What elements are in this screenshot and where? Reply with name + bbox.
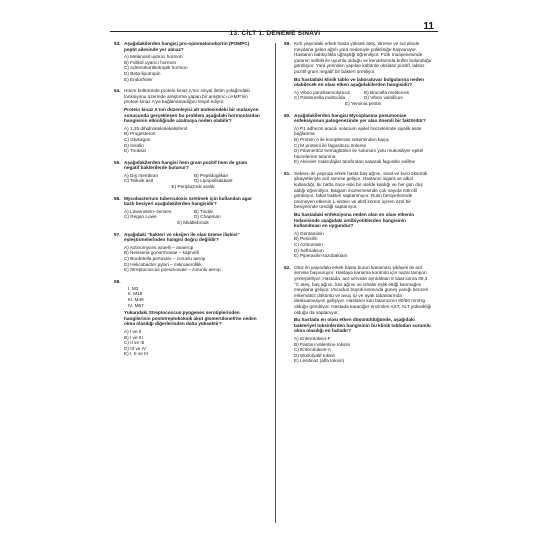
question-number: 60. — [284, 112, 291, 118]
question-58 — [114, 279, 262, 357]
option-c[interactable]: C) Enterotoksin-A — [294, 347, 331, 353]
option-a[interactable]: A) P1 adhezin aracılı solunum epitel hücrelerinde siyalik asite bağlanma — [294, 125, 422, 137]
option-d[interactable]: D) Filamentöz hemaglütinin ile solunum yolu mukosiliyer epitel hücrelerine tutunma — [294, 148, 424, 159]
option-e[interactable]: E) I, II ve III — [124, 351, 148, 357]
option-c[interactable]: C) Regan Lowe — [124, 214, 157, 220]
option-b[interactable]: B) Neisseria gonorrhoeae – kapnofil — [124, 250, 199, 256]
question-text: Seksen iki yaşında erkek hasta baş ağrısı, sinat ve kuru öksürük şikayetleriyle acil servise geliyor. Hastanın sigara ve alkol kullandığı, bir hafta önce eski bir otelde kaldığı ve her gün duş aldığı öğreniliyor. Balgam incelemesinde çok sayıda nötrofil görülüyor, fakat bakteri saptanmıyor. Rutin besiyerlerinde üremeyen etkenin L-sistein ve aktif kömür içeren özel bir besiyerinde ürediği saptanıyor. — [294, 170, 428, 210]
option-b[interactable]: B) Peptidoglikan — [194, 172, 229, 178]
option-a[interactable]: A) Gentamisin — [294, 230, 324, 236]
option-a[interactable]: A) Löwenstein–Jensen — [124, 208, 172, 214]
question-56 — [114, 196, 262, 226]
question-stem: Aşağıdakilerden hangisi pro-opiomelanokortin (POMPC) peptit ailesinde yer almaz? — [124, 41, 250, 52]
question-number: 58. — [114, 278, 121, 284]
roman-list — [124, 286, 262, 308]
question-number: 62. — [284, 264, 291, 270]
option-e[interactable]: E) Periplazmik aralık — [171, 184, 215, 190]
option-d[interactable]: D) Eksfolyatif toksin — [294, 352, 336, 358]
option-d[interactable]: D) Helicobacter pylori – mikroaerofilik — [124, 261, 202, 267]
question-number: 57. — [114, 231, 121, 237]
question-61 — [284, 171, 432, 259]
right-column — [284, 41, 432, 370]
option-a[interactable]: A) Actinomyces israelii – anaerop — [124, 244, 194, 250]
option-e[interactable]: E) Tiroksin — [124, 148, 147, 154]
question-number: 56. — [114, 195, 121, 201]
question-stem: Aşağıdaki "bakteri ve oksijen ile olan üreme ilişkisi" eşleştirmelerinden hangisi doğru değildir? — [124, 231, 240, 243]
option-b[interactable]: B) Progesteron — [124, 131, 156, 137]
roman-item: II. M18 — [128, 291, 143, 297]
option-a[interactable]: A) 1,25 dihidroksikolekalsiferol — [124, 125, 188, 131]
option-b[interactable]: B) Panton-Valentine toksini — [294, 341, 351, 347]
option-e[interactable]: E) Piperasilin-tazobaktam — [294, 253, 348, 259]
option-e[interactable]: E) Streptococcus pneumoniae – zorunlu aerop — [124, 267, 221, 273]
question-stem: Aşağıdakilerden hangisi hem gram pozitif hem de gram negatif bakterilerde bulunur? — [124, 159, 248, 171]
option-d[interactable]: D) İnsülin — [124, 142, 144, 148]
question-55 — [114, 160, 262, 190]
roman-item: I. M3 — [128, 285, 139, 291]
option-d[interactable]: D) Chapman — [194, 214, 221, 220]
option-a[interactable]: A) Melanosit uyarıcı hormon — [124, 54, 183, 60]
option-a[interactable]: A) Dış membran — [124, 172, 159, 178]
roman-item: III. M49 — [128, 296, 144, 302]
question-57 — [114, 232, 262, 273]
question-number: 55. — [114, 159, 121, 165]
question-stem: Aşağıdakilerden hangisi Mycoplasma pneumoniae enfeksiyonun patogenezinde yer alan önemli bir faktördür? — [294, 112, 426, 124]
question-stem: Bu hastadaki klinik tablo ve laboratuvar bulgularına neden olabilecek en olası etken aşağıdakilerden hangisidir? — [294, 76, 424, 88]
option-b[interactable]: B) Penisilin — [294, 236, 318, 242]
column-divider — [275, 43, 276, 523]
question-text: Kırk yaşındaki erkek hasta yüksek ateş, titreme ve sol elinde meydana gelen ağrılı yara nedeniyle polikliniğe başvuruyor. Hastanın balıkçılıkla uğraştığı öğreniliyor. Fizik muayenesinde yaranın sellülit ile uyumlu olduğu ve kenarlarında büller bulunduğu görülüyor. Yara yerinden yapılan kültürde oksidaz pozitif, laktoz pozitif gram negatif bir bakteri üretiliyor. — [294, 41, 432, 74]
option-b[interactable]: B) I ve III — [124, 334, 143, 340]
question-text: Hücre kültüründe protein kinaz A'nın sinyal iletim yolağındaki fonksiyonu üzerinde araştırma yapan bir araştırıcı cAMP'nin protein kinaz A'ya bağlanamadığını tespit ediyor. — [124, 88, 250, 105]
option-c[interactable]: C) Bordetella pertussis – zorunlu aerop — [124, 256, 206, 261]
question-stem: Mycobacterium tuberculosis üretimek için kullanılan agar bazlı besiyeri aşağıdakilerden hangisidir? — [124, 195, 252, 207]
question-53 — [114, 41, 262, 82]
left-column — [114, 41, 262, 363]
option-d[interactable]: D) Lipopolisakkarit — [194, 178, 233, 184]
option-e[interactable]: E) Endorfinler — [124, 76, 153, 82]
question-number: 53. — [114, 41, 121, 46]
option-d[interactable]: D) Seftriakson — [294, 247, 324, 253]
option-c[interactable]: C) II ve III — [124, 340, 145, 346]
page-number: 11 — [423, 21, 434, 32]
question-54 — [114, 88, 262, 154]
question-62 — [284, 265, 432, 364]
option-e[interactable]: E) Yersinia pestis — [345, 100, 381, 106]
option-b[interactable]: B) Protein A ile kompleman sisteminden kaçış — [294, 136, 389, 142]
option-c[interactable]: C) Teikoik asit — [124, 178, 154, 184]
option-b[interactable]: B) Tindal — [194, 208, 213, 214]
question-stem: Protein kinaz A'nın düzenleyici alt ünitesindeki bir mutasyon sonucunda gerçekleşen bu problem aşağıdaki hormonlardan hangisinin etkinliğinde azalmaya neden olabilir? — [124, 106, 260, 124]
question-stem: Bu hastada en olası etken düşünüldüğünde, aşağıdaki bakteriyel toksinlerden hangisinin bu klinik tablodan sorumlu olma olasılığı en fazladır? — [294, 317, 431, 334]
option-c[interactable]: C) Glukagon — [124, 136, 151, 142]
question-stem: Bu hastadaki enfeksiyona neden olan en olası etkenin tedavisinde aşağıdaki antibiyotiklerden hangisinin kullanılması en uygundur? — [294, 212, 415, 229]
roman-item: IV. M57 — [128, 302, 144, 308]
option-e[interactable]: E) Lesitinaz (alfa toksin) — [294, 358, 345, 364]
question-number: 61. — [284, 170, 291, 176]
header-rule — [110, 31, 438, 32]
question-number: 54. — [114, 88, 121, 94]
option-a[interactable]: A) I ve II — [124, 328, 142, 334]
option-e[interactable]: E) Alveoler makrofajlar tarafından sasarak fagositle edilme — [294, 159, 416, 165]
option-c[interactable]: C) M proteini ile fagositozu önleme — [294, 142, 367, 148]
option-b[interactable]: B) Brucella melitensis — [364, 89, 410, 95]
option-d[interactable]: D) III ve IV — [124, 345, 147, 351]
question-60 — [284, 113, 432, 165]
option-a[interactable]: A) Enterotoksin-F — [294, 335, 331, 341]
option-c[interactable]: C) Pasteurella multocida — [294, 95, 346, 101]
option-c[interactable]: C) Azitromisin — [294, 242, 323, 247]
option-d[interactable]: D) Vibrio vulnificus — [364, 95, 403, 101]
option-c[interactable]: C) Adrenokortikotropik hormon — [124, 65, 188, 71]
option-d[interactable]: D) Beta-lipotropin — [124, 70, 161, 76]
option-a[interactable]: A) Vibrio parahaemolyticus — [294, 89, 350, 95]
question-text: Otuz iki yaşındaki erkek hasta burun kanaması şikâyeti ile acil servise başvuruyor. Hastaya kanama kontrolü için nazal tampon yerleştiriliyor. Hastada, acil serviste ayrıldıktan 8 saat sonra 39,3 °C ateş, baş ağrısı, kas ağrısı ve ishalin eşlik ettiği kanmağını meydana geliyor. Vücudun büyük kısmında güneş yanığı benzeri eritematöz döküntü ve avuç içi ve ayak tabanlarında deskuamasyon gelişiyor. Hastanın kan basıncının 80/50 mmHg olduğu görülüyor. Hastada karaciğer enzimleri AST, ALT yüksekliği olduğu da saptanıyor. — [294, 264, 432, 315]
question-number: 59. — [284, 41, 291, 46]
question-59 — [284, 41, 432, 107]
option-e[interactable]: E) Middlebrook — [177, 220, 209, 226]
question-stem: Yukarıdaki Streptococcus pyogenes serotiplerinden hangilerinin poststreptokoksik akut glomerülonefrite neden olma olasılığı diğerlerinden daha yüksektir? — [124, 310, 257, 327]
page-header-title: 13. CİLT 1. DENEME SINAVI — [229, 30, 321, 37]
option-b[interactable]: B) Folikül uyarıcı hormon — [124, 59, 177, 65]
